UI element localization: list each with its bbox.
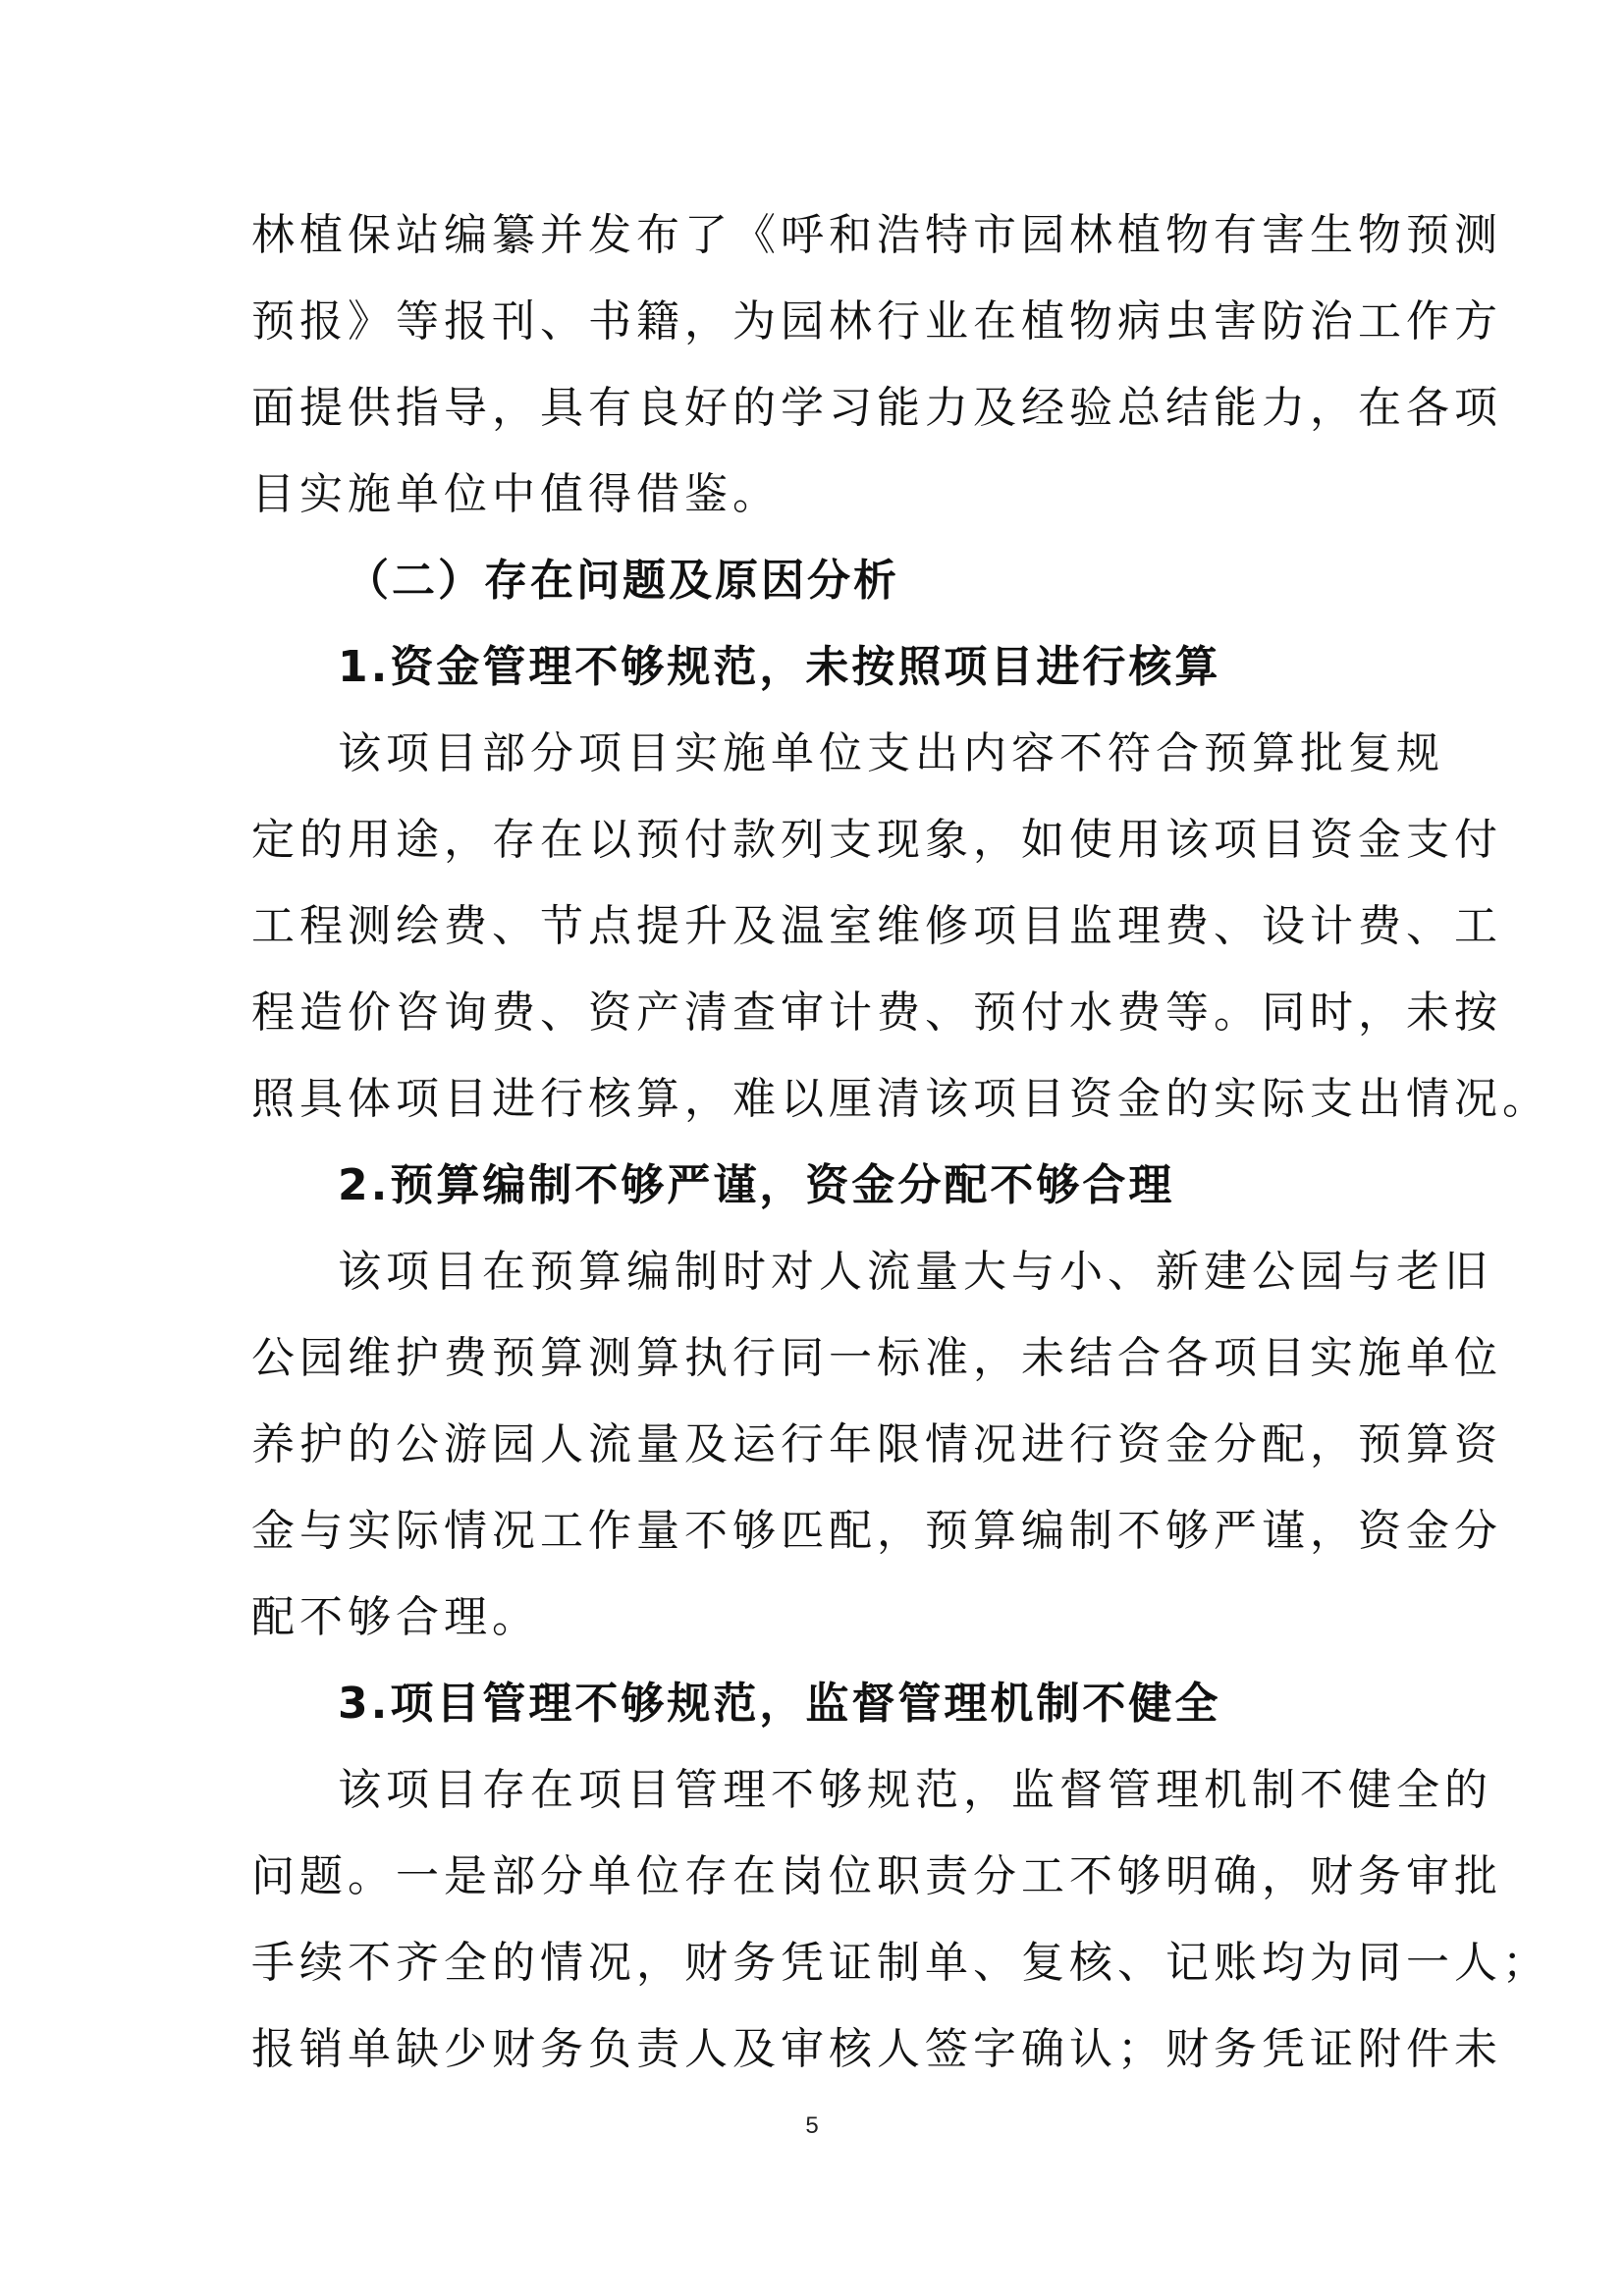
- paragraph-line: 预报》等报刊、书籍，为园林行业在植物病虫害防治工作方: [251, 296, 1502, 347]
- paragraph-line: 面提供指导，具有良好的学习能力及经验总结能力，在各项: [251, 383, 1502, 433]
- paragraph-line: 该项目在预算编制时对人流量大与小、新建公园与老旧: [338, 1247, 1492, 1297]
- issue-3-heading: 3.项目管理不够规范，监督管理机制不健全: [338, 1679, 1221, 1729]
- paragraph-line: 林植保站编纂并发布了《呼和浩特市园林植物有害生物预测: [251, 210, 1502, 260]
- paragraph-line: 该项目部分项目实施单位支出内容不符合预算批复规: [338, 728, 1444, 778]
- paragraph-line: 报销单缺少财务负责人及审核人签字确认；财务凭证附件未: [251, 2024, 1502, 2074]
- paragraph-line: 照具体项目进行核算，难以厘清该项目资金的实际支出情况。: [251, 1074, 1550, 1124]
- issue-2-heading: 2.预算编制不够严谨，资金分配不够合理: [338, 1160, 1175, 1210]
- section-heading: （二）存在问题及原因分析: [346, 556, 899, 606]
- paragraph-line: 手续不齐全的情况，财务凭证制单、复核、记账均为同一人；: [251, 1938, 1550, 1988]
- page-body: [251, 192, 1550, 2093]
- paragraph-line: 配不够合理。: [251, 1592, 540, 1642]
- intro-paragraph: [251, 192, 1502, 538]
- paragraph-line: 工程测绘费、节点提升及温室维修项目监理费、设计费、工: [251, 901, 1502, 951]
- paragraph-line: 程造价咨询费、资产清查审计费、预付水费等。同时，未按: [251, 988, 1502, 1038]
- issue-2-paragraph: [251, 1229, 1502, 1661]
- paragraph-line: 目实施单位中值得借鉴。: [251, 469, 781, 519]
- page-number: 5: [805, 2112, 819, 2139]
- paragraph-line: 公园维护费预算测算执行同一标准，未结合各项目实施单位: [251, 1333, 1502, 1383]
- issue-1-heading: 1.资金管理不够规范，未按照项目进行核算: [338, 642, 1221, 692]
- paragraph-line: 金与实际情况工作量不够匹配，预算编制不够严谨，资金分: [251, 1506, 1502, 1556]
- issue-1-paragraph: [251, 711, 1550, 1143]
- paragraph-line: 定的用途，存在以预付款列支现象，如使用该项目资金支付: [251, 815, 1502, 865]
- paragraph-line: 养护的公游园人流量及运行年限情况进行资金分配，预算资: [251, 1419, 1502, 1469]
- paragraph-line: 该项目存在项目管理不够规范，监督管理机制不健全的: [338, 1765, 1492, 1815]
- paragraph-line: 问题。一是部分单位存在岗位职责分工不够明确，财务审批: [251, 1851, 1502, 1901]
- issue-3-paragraph: [251, 1747, 1550, 2093]
